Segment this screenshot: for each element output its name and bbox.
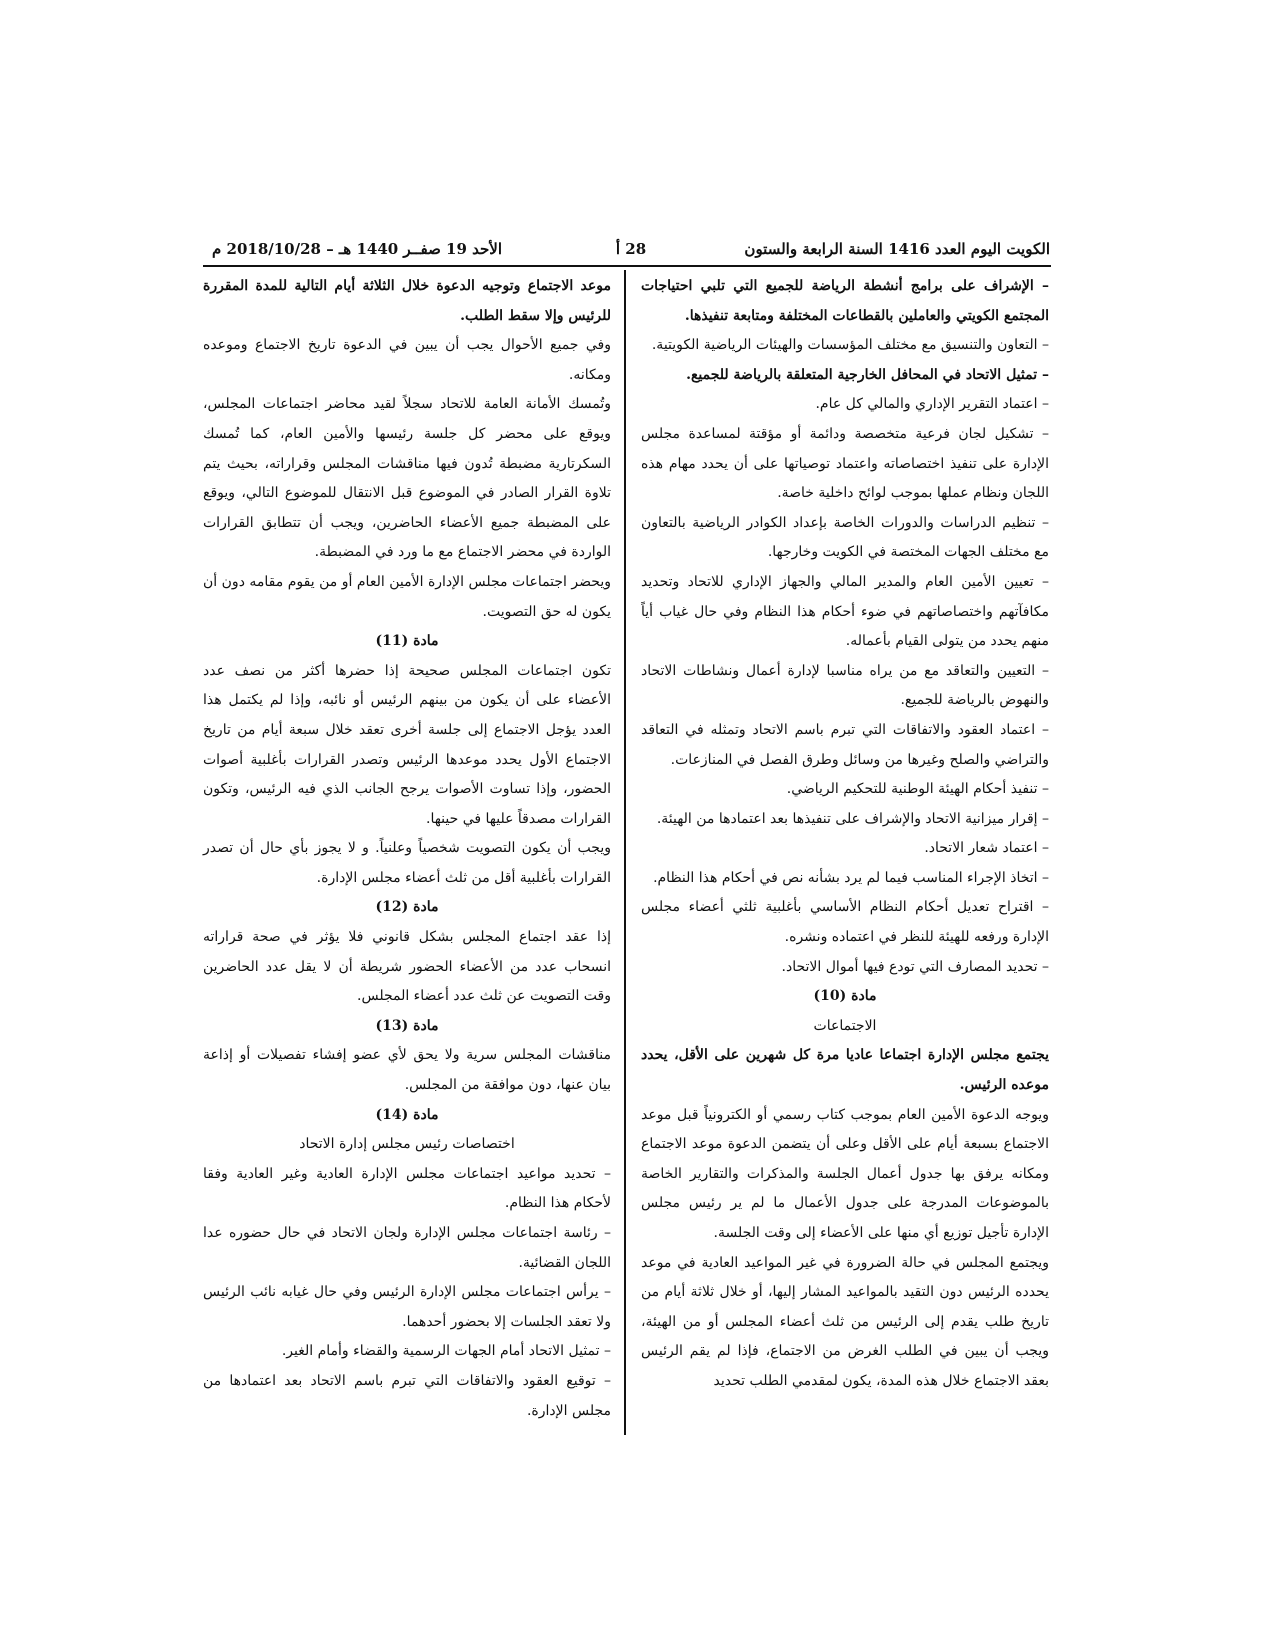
right-paragraph: – التعاون والتنسيق مع مختلف المؤسسات والهيئات الرياضية الكويتية. <box>651 337 1049 354</box>
right-paragraph: – إقرار ميزانية الاتحاد والإشراف على تنفيذها بعد اعتمادها من الهيئة. <box>656 810 1049 827</box>
right-paragraph: – تنفيذ أحكام الهيئة الوطنية للتحكيم الرياضي. <box>786 781 1049 798</box>
right-paragraph: – تنظيم الدراسات والدورات الخاصة بإعداد الكوادر الرياضية بالتعاون مع مختلف الجهات المختصة في الكويت وخارجها. <box>641 514 1049 561</box>
right-article-heading: مادة (10) <box>813 988 877 1005</box>
right-paragraph: – اعتماد التقرير الإداري والمالي كل عام. <box>815 396 1049 413</box>
right-paragraph: – تشكيل لجان فرعية متخصصة ودائمة أو مؤقتة لمساعدة مجلس الإدارة على تنفيذ اختصاصاته واعتماد توصياتها على أن يحدد مهام هذه اللجان ونظام عملها بموجب لوائح داخلية خاصة. <box>641 425 1049 502</box>
right-paragraph: – تعيين الأمين العام والمدير المالي والجهاز الإداري للاتحاد وتحديد مكافآتهم واختصاصاتهم في ضوء أحكام هذا النظام وفي حال غياب أياً منهم يحدد من يتولى القيام بأعماله. <box>641 573 1049 650</box>
left-paragraph: – تحديد مواعيد اجتماعات مجلس الإدارة العادية وغير العادية وفقا لأحكام هذا النظام. <box>203 1165 611 1212</box>
left-paragraph: ويحضر اجتماعات مجلس الإدارة الأمين العام أو من يقوم مقامه دون أن يكون له حق التصويت. <box>203 573 611 620</box>
right-paragraph: ويوجه الدعوة الأمين العام بموجب كتاب رسمي أو الكترونياً قبل موعد الاجتماع بسبعة أيام على الأقل وعلى أن يتضمن الدعوة موعد الاجتماع ومكانه يرفق بها جدول أعمال الجلسة والمذكرات والتقارير الخاصة بالموضوعات المدرجة على جدول الأعمال ما لم ير رئيس مجلس الإدارة تأجيل توزيع أي منها على الأعضاء إلى وقت الجلسة. <box>641 1106 1049 1241</box>
left-paragraph: – يرأس اجتماعات مجلس الإدارة الرئيس وفي حال غيابه نائب الرئيس ولا تعقد الجلسات إلا بحضور أحدهما. <box>203 1284 611 1330</box>
header-rule <box>203 265 1051 267</box>
left-article-heading: مادة (12) <box>375 899 439 916</box>
page-number: 28 أ <box>615 240 647 258</box>
left-article-heading: مادة (11) <box>375 633 439 650</box>
right-column <box>641 272 1049 1397</box>
left-article-heading: مادة (13) <box>375 1017 439 1034</box>
right-section-subheading: الاجتماعات <box>813 1017 877 1034</box>
left-paragraph: إذا عقد اجتماع المجلس بشكل قانوني فلا يؤثر في صحة قراراته انسحاب عدد من الأعضاء الحضور شريطة أن لا يقل عدد الحاضرين وقت التصويت عن ثلث عدد أعضاء المجلس. <box>203 929 611 1005</box>
column-divider <box>624 270 626 1435</box>
right-paragraph: – اعتماد شعار الاتحاد. <box>924 840 1049 857</box>
left-paragraph: ويجب أن يكون التصويت شخصياً وعلنياً. و لا يجوز بأي حال أن تصدر القرارات بأغلبية أقل من ثلث أعضاء مجلس الإدارة. <box>203 840 611 886</box>
right-paragraph: ويجتمع المجلس في حالة الضرورة في غير المواعيد العادية في موعد يحدده الرئيس دون التقيد بالمواعيد المشار إليها، أو خلال ثلاثة أيام من تاريخ طلب يقدم إلى الرئيس من ثلث أعضاء المجلس أو من الهيئة، ويجب أن يبين في الطلب الغرض من الاجتماع، فإذا لم يقم الرئيس بعقد الاجتماع خلال هذه المدة، يكون لمقدمي الطلب تحديد <box>641 1254 1049 1389</box>
right-paragraph: – اقتراح تعديل أحكام النظام الأساسي بأغلبية ثلثي أعضاء مجلس الإدارة ورفعه للهيئة للنظر في اعتماده ونشره. <box>641 899 1049 946</box>
right-paragraph: يجتمع مجلس الإدارة اجتماعا عاديا مرة كل شهرين على الأقل، يحدد موعده الرئيس. <box>641 1047 1049 1094</box>
right-paragraph: – الإشراف على برامج أنشطة الرياضة للجميع التي تلبي احتياجات المجتمع الكويتي والعاملين بالقطاعات المختلفة ومتابعة تنفيذها. <box>641 278 1049 324</box>
left-paragraph: وفي جميع الأحوال يجب أن يبين في الدعوة تاريخ الاجتماع وموعده ومكانه. <box>203 337 611 383</box>
issue-date: الأحد 19 صفــر 1440 هـ – 2018/10/28 م <box>212 240 503 258</box>
left-section-subheading: اختصاصات رئيس مجلس إدارة الاتحاد <box>299 1136 515 1153</box>
left-paragraph: – تمثيل الاتحاد أمام الجهات الرسمية والقضاء وأمام الغير. <box>281 1343 611 1360</box>
left-column <box>203 272 611 1426</box>
left-paragraph: مناقشات المجلس سرية ولا يحق لأي عضو إفشاء تفصيلات أو إذاعة بيان عنها، دون موافقة من المجلس. <box>203 1047 611 1094</box>
right-paragraph: – اتخاذ الإجراء المناسب فيما لم يرد بشأنه نص في أحكام هذا النظام. <box>653 869 1049 886</box>
right-paragraph: – التعيين والتعاقد مع من يراه مناسبا لإدارة أعمال ونشاطات الاتحاد والنهوض بالرياضة للجميع. <box>641 662 1049 709</box>
left-paragraph: موعد الاجتماع وتوجيه الدعوة خلال الثلاثة أيام التالية للمدة المقررة للرئيس وإلا سقط الطلب. <box>203 278 611 324</box>
right-paragraph: – تمثيل الاتحاد في المحافل الخارجية المتعلقة بالرياضة للجميع. <box>686 366 1049 383</box>
publication-issue: الكويت اليوم العدد 1416 السنة الرابعة والستون <box>744 240 1050 258</box>
left-paragraph: – توقيع العقود والاتفاقات التي تبرم باسم الاتحاد بعد اعتمادها من مجلس الإدارة. <box>203 1372 611 1419</box>
page-header <box>212 240 1050 264</box>
left-paragraph: وتُمسك الأمانة العامة للاتحاد سجلاً لقيد محاضر اجتماعات المجلس، ويوقع على محضر كل جلسة رئيسها والأمين العام، كما تُمسك السكرتارية مضبطة تُدون فيها مناقشات المجلس وقراراته، بحيث يتم تلاوة القرار الصادر في الموضوع قبل الانتقال للموضوع التالي، ويوقع على المضبطة جميع الأعضاء الحاضرين، ويجب أن تتطابق القرارات الواردة في محضر الاجتماع مع ما ورد في المضبطة. <box>203 396 611 561</box>
left-article-heading: مادة (14) <box>375 1106 439 1123</box>
right-paragraph: – اعتماد العقود والاتفاقات التي تبرم باسم الاتحاد وتمثله في التعاقد والتراضي والصلح وغيرها من وسائل وطرق الفصل في المنازعات. <box>641 721 1049 768</box>
right-paragraph: – تحديد المصارف التي تودع فيها أموال الاتحاد. <box>781 958 1049 975</box>
left-paragraph: تكون اجتماعات المجلس صحيحة إذا حضرها أكثر من نصف عدد الأعضاء على أن يكون من بينهم الرئيس أو نائبه، وإذا لم يكتمل هذا العدد يؤجل الاجتماع إلى جلسة أخرى تعقد خلال سبعة أيام من تاريخ الاجتماع الأول يحدد موعدها الرئيس وتصدر القرارات بأغلبية أصوات الحضور، وإذا تساوت الأصوات يرجح الجانب الذي فيه الرئيس، وتكون القرارات مصدقاً عليها في حينها. <box>203 662 611 827</box>
left-paragraph: – رئاسة اجتماعات مجلس الإدارة ولجان الاتحاد في حال حضوره عدا اللجان القضائية. <box>203 1225 611 1271</box>
